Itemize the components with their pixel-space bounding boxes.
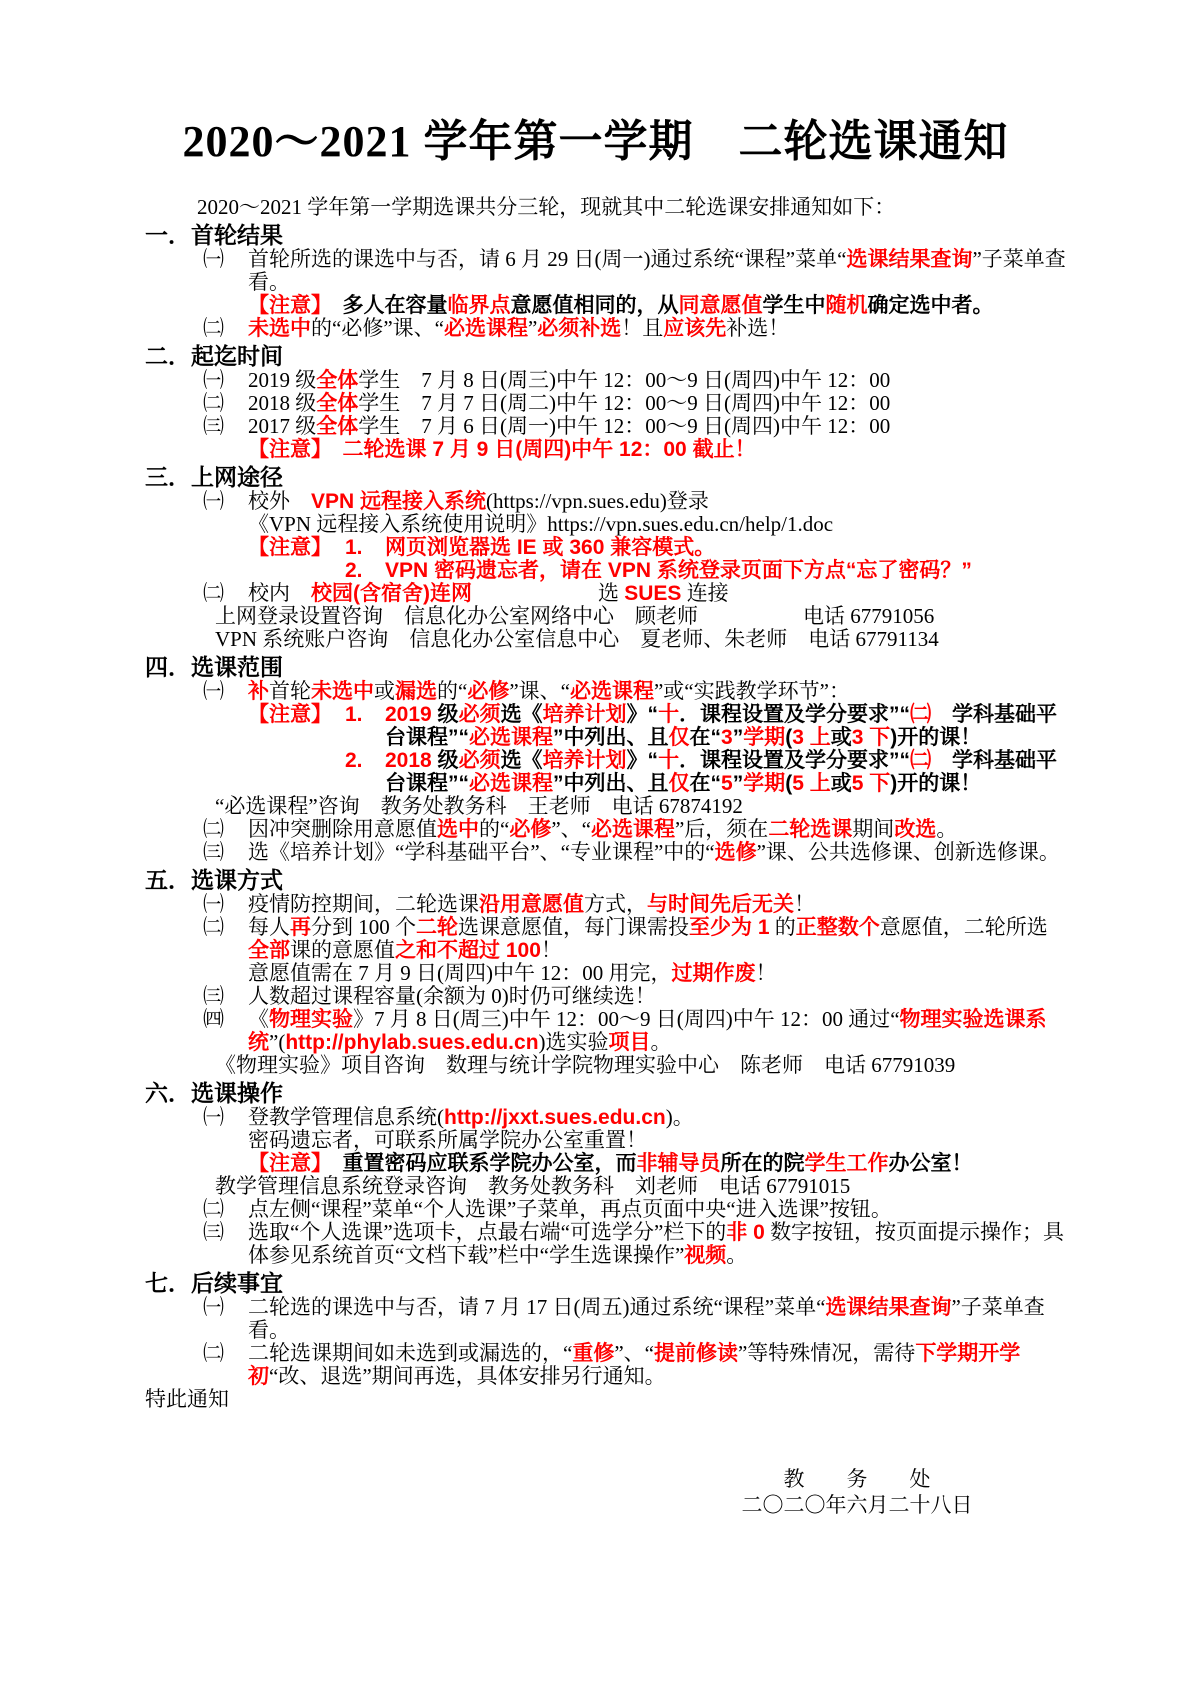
text-segment: 《VPN 远程接入系统使用说明》https://vpn.sues.edu.cn/help/1.doc <box>248 512 834 536</box>
text-segment: 学生 7 月 6 日(周一)中午 12：00～9 日(周四)中午 12：00 <box>358 414 891 438</box>
text-segment: ！ <box>755 961 777 985</box>
list-item <box>145 317 1067 340</box>
item-marker: ㈠ <box>203 892 224 916</box>
text-segment <box>322 438 343 461</box>
text-segment: (https://vpn.sues.edu)登录 <box>486 489 709 513</box>
text-segment: 上网登录设置咨询 信息化办公室网络中心 顾老师 电话 67791056 <box>215 604 935 628</box>
text-segment: 必选课程 <box>443 317 528 340</box>
text-segment: 提前修读 <box>653 1342 738 1365</box>
text-segment: 非 0 <box>726 1221 765 1244</box>
text-segment: ！且 <box>621 316 664 340</box>
item-marker: ㈠ <box>203 1295 224 1319</box>
intro-paragraph <box>145 196 1067 219</box>
text-segment: 或 <box>374 679 395 703</box>
section-heading <box>145 654 1067 680</box>
text-segment: 特此通知 <box>145 1387 229 1411</box>
text-segment: ．课程设置及学分要求”“ <box>679 749 911 772</box>
text-segment: 【注意】 <box>248 1152 322 1175</box>
item-marker: ㈢ <box>203 840 224 864</box>
text-segment: 级 <box>431 749 459 772</box>
text-segment: 补 <box>248 680 269 703</box>
text-segment: 2019 级 <box>248 368 317 392</box>
text-segment: 级 <box>431 703 459 726</box>
text-segment: 学科基础平台课程”“ <box>385 749 1058 795</box>
notice-label: 【注意】 <box>248 703 332 726</box>
text-segment: ”等特殊情况，需待 <box>737 1341 916 1365</box>
text-segment: 与时间先后无关 <box>647 893 794 916</box>
list-item <box>145 893 1067 916</box>
text-segment: 《 <box>248 1007 269 1031</box>
text-segment: 网页浏览器选 IE 或 360 兼容模式。 <box>385 536 716 559</box>
text-segment: SUES <box>624 582 682 605</box>
text-segment: 非辅导员 <box>636 1152 721 1175</box>
text-segment: 补选！ <box>726 316 790 340</box>
text-segment: 意愿值，二轮所选 <box>879 915 1048 939</box>
text-segment: 。 <box>726 1243 748 1267</box>
text-segment: ”后，须在 <box>674 817 769 841</box>
signature-date: 二〇二〇年六月二十八日 <box>741 1493 973 1517</box>
text-segment: 必选课程 <box>590 818 675 841</box>
text-segment: 3 下 <box>851 726 891 749</box>
text-segment: 。 <box>936 817 958 841</box>
text-segment: 应该先 <box>663 317 727 340</box>
list-item <box>145 1342 1067 1388</box>
text-segment: 意愿值相同的，从 <box>510 294 679 317</box>
text-segment: 密码遗忘者，可联系所属学院办公室重置！ <box>248 1128 647 1152</box>
text-segment: 选课结果查询 <box>846 248 973 271</box>
list-item <box>145 369 1067 392</box>
text-segment: ( <box>785 772 793 795</box>
text-segment: 物理实验选课系统 <box>248 1008 1047 1054</box>
list-item <box>145 985 1067 1008</box>
text-segment: 选《 <box>500 749 543 772</box>
text-segment: 全体 <box>316 392 359 415</box>
text-segment: 学生 7 月 7 日(周二)中午 12：00～9 日(周四)中午 12：00 <box>358 391 891 415</box>
text-segment: 重修 <box>572 1342 615 1365</box>
item-marker: ㈢ <box>203 1220 224 1244</box>
item-marker: ㈠ <box>203 489 224 513</box>
list-item <box>145 1221 1067 1267</box>
section-heading <box>145 1080 1067 1106</box>
text-segment: 必修 <box>509 818 552 841</box>
notice-subitem <box>145 536 1067 559</box>
text-segment: 方式， <box>584 892 647 916</box>
text-segment: 学科基础平台课程”“ <box>385 703 1058 749</box>
text-segment: 确定选中者。 <box>867 294 994 317</box>
notice-label: 【注意】 <box>248 536 332 559</box>
signature-block <box>737 1466 977 1518</box>
text-segment: 学期 <box>743 726 786 749</box>
contact-line <box>145 1054 1067 1077</box>
text-segment: ”、“ <box>614 1341 654 1365</box>
list-item <box>145 1008 1067 1054</box>
item-marker: ㈡ <box>203 581 224 605</box>
text-segment: 五．选课方式 <box>145 867 283 893</box>
item-marker: ㈣ <box>203 1007 224 1031</box>
item-marker: ㈠ <box>203 679 224 703</box>
text-segment: 二轮 <box>416 916 458 939</box>
text-segment: 二轮选的课选中与否，请 7 月 17 日(周五)通过系统“课程”菜单“ <box>248 1295 826 1319</box>
text-segment: 必选课程 <box>469 772 553 795</box>
text-segment: 3 <box>721 726 733 749</box>
text-segment: 随机 <box>825 294 868 317</box>
section-heading <box>145 1270 1067 1296</box>
notice-subitem <box>145 703 1067 749</box>
text-segment: ”课、公共选修课、创新选修课。 <box>756 840 1060 864</box>
text-segment: “改、退选”期间再选，具体安排另行通知。 <box>269 1364 666 1388</box>
document-body <box>145 196 1067 1518</box>
text-segment: 校内 <box>248 581 311 605</box>
text-segment: 办公室！ <box>888 1152 973 1175</box>
section-heading <box>145 222 1067 248</box>
text-segment: ㈡ <box>910 703 932 726</box>
text-segment <box>472 581 598 605</box>
text-segment: 的“ <box>437 679 468 703</box>
text-segment: 连接 <box>681 581 729 605</box>
text-segment: 必须补选 <box>537 317 622 340</box>
notice-line <box>145 294 1067 317</box>
text-segment: )开的课！ <box>890 726 982 749</box>
text-segment: ！ <box>540 938 562 962</box>
text-segment: 2020～2021 学年第一学期选课共分三轮，现就其中二轮选课安排通知如下： <box>197 195 896 219</box>
text-segment: 校外 <box>248 489 311 513</box>
continuation-line <box>145 513 1067 536</box>
text-segment: 学生工作 <box>804 1152 889 1175</box>
text-segment: 必选课程 <box>569 680 654 703</box>
contact-line <box>145 795 1067 818</box>
notice-subitem <box>145 559 1067 582</box>
section-heading <box>145 464 1067 490</box>
text-segment: ”或“实践教学环节”： <box>653 679 850 703</box>
text-segment: 2019 <box>385 703 432 726</box>
text-segment: 5 <box>721 772 733 795</box>
paragraph <box>145 1388 1067 1411</box>
text-segment: 同意愿值 <box>678 294 763 317</box>
text-segment: 分到 100 个 <box>311 915 416 939</box>
text-segment: 选 <box>598 581 625 605</box>
text-segment: 必须 <box>458 703 501 726</box>
text-segment: 的“必修”课、“ <box>311 316 444 340</box>
text-segment: 一．首轮结果 <box>145 222 283 248</box>
text-segment: 。 <box>650 1030 672 1054</box>
item-marker: ㈠ <box>203 368 224 392</box>
continuation-line <box>145 962 1067 985</box>
text-segment: 在“ <box>689 726 721 749</box>
text-segment: http://phylab.sues.edu.cn <box>285 1031 539 1054</box>
list-item <box>145 490 1067 513</box>
text-segment: “必选课程”咨询 教务处教务科 王老师 电话 67874192 <box>215 794 743 818</box>
text-segment: 首轮 <box>269 679 311 703</box>
text-segment: 》“ <box>626 703 659 726</box>
item-marker: ㈡ <box>203 817 224 841</box>
text-segment: 在“ <box>689 772 721 795</box>
section-heading <box>145 343 1067 369</box>
text-segment: 改选 <box>894 818 937 841</box>
text-segment: 全部 <box>248 939 290 962</box>
text-segment: 十 <box>658 749 680 772</box>
text-segment: )开的课！ <box>890 772 982 795</box>
text-segment: 全体 <box>316 369 359 392</box>
item-marker: ㈡ <box>203 391 224 415</box>
text-segment: 之和不超过 100 <box>395 939 541 962</box>
text-segment: 必须 <box>458 749 501 772</box>
text-segment: 未选中 <box>248 317 311 340</box>
text-segment: ” <box>732 726 744 749</box>
text-segment: VPN 密码遗忘者，请在 VPN 系统登录页面下方点“忘了密码？” <box>385 559 972 582</box>
text-segment: 多人在容量 <box>321 294 448 317</box>
item-marker: ㈢ <box>203 984 224 1008</box>
text-segment: 5 上 <box>792 772 831 795</box>
item-marker: ㈠ <box>203 1105 224 1129</box>
text-segment: 至少为 1 <box>689 916 770 939</box>
text-segment: 期间 <box>852 817 895 841</box>
text-segment: 二轮选课 <box>768 818 853 841</box>
text-segment: 全体 <box>316 415 359 438</box>
text-segment: )。 <box>665 1105 694 1129</box>
text-segment: 漏选 <box>395 680 437 703</box>
text-segment: 七．后续事宜 <box>145 1270 283 1296</box>
text-segment: VPN 系统账户咨询 信息化办公室信息中心 夏老师、朱老师 电话 67791134 <box>215 627 939 651</box>
text-segment: 学期 <box>743 772 786 795</box>
text-segment: 沿用意愿值 <box>479 893 584 916</box>
text-segment: 必修 <box>467 680 510 703</box>
text-segment: 选《培养计划》“学科基础平台”、“专业课程”中的“ <box>248 840 715 864</box>
list-item <box>145 1198 1067 1221</box>
text-segment: 四．选课范围 <box>145 654 283 680</box>
text-segment: 2018 <box>385 749 432 772</box>
text-segment: 十 <box>658 703 680 726</box>
list-item <box>145 818 1067 841</box>
text-segment: 2018 级 <box>248 391 317 415</box>
text-segment: )选实验 <box>538 1030 609 1054</box>
continuation-line <box>145 1129 1067 1152</box>
text-segment: 所在的院 <box>720 1152 805 1175</box>
text-segment: 或 <box>830 726 852 749</box>
text-segment: 培养计划 <box>542 749 627 772</box>
text-segment: 选中 <box>437 818 479 841</box>
text-segment: 人数超过课程容量(余额为 0)时仍可继续选！ <box>248 984 656 1008</box>
text-segment: 选课意愿值，每门课需投 <box>458 915 689 939</box>
text-segment: 课的意愿值 <box>290 938 395 962</box>
text-segment: ”( <box>269 1030 286 1054</box>
notice-subitem <box>145 749 1067 795</box>
text-segment: 视频 <box>684 1244 727 1267</box>
text-segment: ”、“ <box>551 817 591 841</box>
text-segment: 三．上网途径 <box>145 464 283 490</box>
text-segment: 5 下 <box>851 772 891 795</box>
text-segment: 的“ <box>479 817 510 841</box>
list-item <box>145 248 1067 294</box>
text-segment: VPN 远程接入系统 <box>311 490 487 513</box>
text-segment: 校园(含宿舍)连网 <box>311 582 472 605</box>
list-item <box>145 392 1067 415</box>
text-segment: 选课结果查询 <box>825 1296 952 1319</box>
text-segment: 【注意】 <box>248 438 322 461</box>
text-segment: 六．选课操作 <box>145 1080 283 1106</box>
list-item <box>145 582 1067 605</box>
section-heading <box>145 867 1067 893</box>
text-segment: 再 <box>290 916 311 939</box>
text-segment: 登教学管理信息系统( <box>248 1105 444 1129</box>
contact-line <box>145 605 1067 628</box>
text-segment: ．课程设置及学分要求”“ <box>679 703 911 726</box>
list-item <box>145 1106 1067 1129</box>
text-segment: ” <box>527 316 538 340</box>
text-segment: ”子菜单查看。 <box>248 1295 1045 1342</box>
item-marker: ㈡ <box>203 316 224 340</box>
text-segment: ”课、“ <box>509 679 570 703</box>
text-segment: 的 <box>769 915 796 939</box>
item-marker: ㈠ <box>203 247 224 271</box>
text-segment: 》“ <box>626 749 659 772</box>
text-segment: 临界点 <box>447 294 511 317</box>
text-segment: 《物理实验》项目咨询 数理与统计学院物理实验中心 陈老师 电话 67791039 <box>215 1053 956 1077</box>
text-segment: 选修 <box>714 841 757 864</box>
item-marker: ㈡ <box>203 1197 224 1221</box>
text-segment: 正整数个 <box>795 916 880 939</box>
list-item <box>145 916 1067 962</box>
text-segment: 学生中 <box>762 294 826 317</box>
text-segment: 疫情防控期间，二轮选课 <box>248 892 479 916</box>
text-segment: 重置密码应联系学院办公室，而 <box>321 1152 637 1175</box>
text-segment: 未选中 <box>311 680 374 703</box>
signature-org: 教 务 处 <box>783 1467 931 1491</box>
text-segment: 首轮所选的课选中与否，请 6 月 29 日(周一)通过系统“课程”菜单“ <box>248 247 847 271</box>
subitem-number: 1. <box>345 536 363 559</box>
text-segment: ！ <box>794 892 815 916</box>
text-segment: 【注意】 <box>248 294 322 317</box>
text-segment: ”子菜单查看。 <box>248 247 1066 294</box>
contact-line <box>145 1175 1067 1198</box>
text-segment: ” <box>732 772 744 795</box>
text-segment: 学生 7 月 8 日(周三)中午 12：00～9 日(周四)中午 12：00 <box>358 368 891 392</box>
text-segment: 项目 <box>608 1031 651 1054</box>
text-segment: ( <box>785 726 793 749</box>
text-segment: 仅 <box>668 772 690 795</box>
text-segment: http://jxxt.sues.edu.cn <box>444 1106 666 1129</box>
document-title: 2020～2021 学年第一学期 二轮选课通知 <box>182 117 1009 166</box>
text-segment: 》7 月 8 日(周三)中午 12：00～9 日(周四)中午 12：00 通过“ <box>353 1007 900 1031</box>
text-segment: 选《 <box>500 703 543 726</box>
text-segment: 数字按钮，按页面提示操作；具体参见系统首页“文档下载”栏中“学生选课操作” <box>248 1220 1065 1267</box>
text-segment: 点左侧“课程”菜单“个人选课”子菜单，再点页面中央“进入选课”按钮。 <box>248 1197 892 1221</box>
text-segment: 选取“个人选课”选项卡，点最右端“可选学分”栏下的 <box>248 1220 727 1244</box>
list-item <box>145 841 1067 864</box>
text-segment: ”中列出、且 <box>553 726 669 749</box>
text-segment: 3 上 <box>792 726 831 749</box>
text-segment: 仅 <box>668 726 690 749</box>
item-marker: ㈡ <box>203 915 224 939</box>
text-segment: 因冲突删除用意愿值 <box>248 817 437 841</box>
item-marker: ㈢ <box>203 414 224 438</box>
text-segment: 物理实验 <box>269 1008 353 1031</box>
list-item <box>145 680 1067 703</box>
contact-line <box>145 628 1067 651</box>
text-segment: 二轮选课 7 月 9 日(周四)中午 12：00 截止！ <box>342 438 756 461</box>
notice-line <box>145 438 1067 461</box>
text-segment: 必选课程 <box>469 726 553 749</box>
text-segment: ㈡ <box>910 749 932 772</box>
text-segment: 每人 <box>248 915 290 939</box>
text-segment: 意愿值需在 7 月 9 日(周四)中午 12：00 用完， <box>248 961 672 985</box>
text-segment: 下学期开学初 <box>248 1342 1021 1388</box>
subitem-number: 2. <box>345 559 363 582</box>
subitem-number: 1. <box>345 703 363 726</box>
text-segment: 过期作废 <box>671 962 756 985</box>
list-item <box>145 1296 1067 1342</box>
item-marker: ㈡ <box>203 1341 224 1365</box>
text-segment: 或 <box>830 772 852 795</box>
text-segment: 培养计划 <box>542 703 627 726</box>
notice-line <box>145 1152 1067 1175</box>
text-segment: 2017 级 <box>248 414 317 438</box>
text-segment: 二轮选课期间如未选到或漏选的，“ <box>248 1341 573 1365</box>
text-segment: 二．起迄时间 <box>145 343 283 369</box>
list-item <box>145 415 1067 438</box>
text-segment: 教学管理信息系统登录咨询 教务处教务科 刘老师 电话 67791015 <box>215 1174 851 1198</box>
subitem-number: 2. <box>345 749 363 772</box>
text-segment: ”中列出、且 <box>553 772 669 795</box>
